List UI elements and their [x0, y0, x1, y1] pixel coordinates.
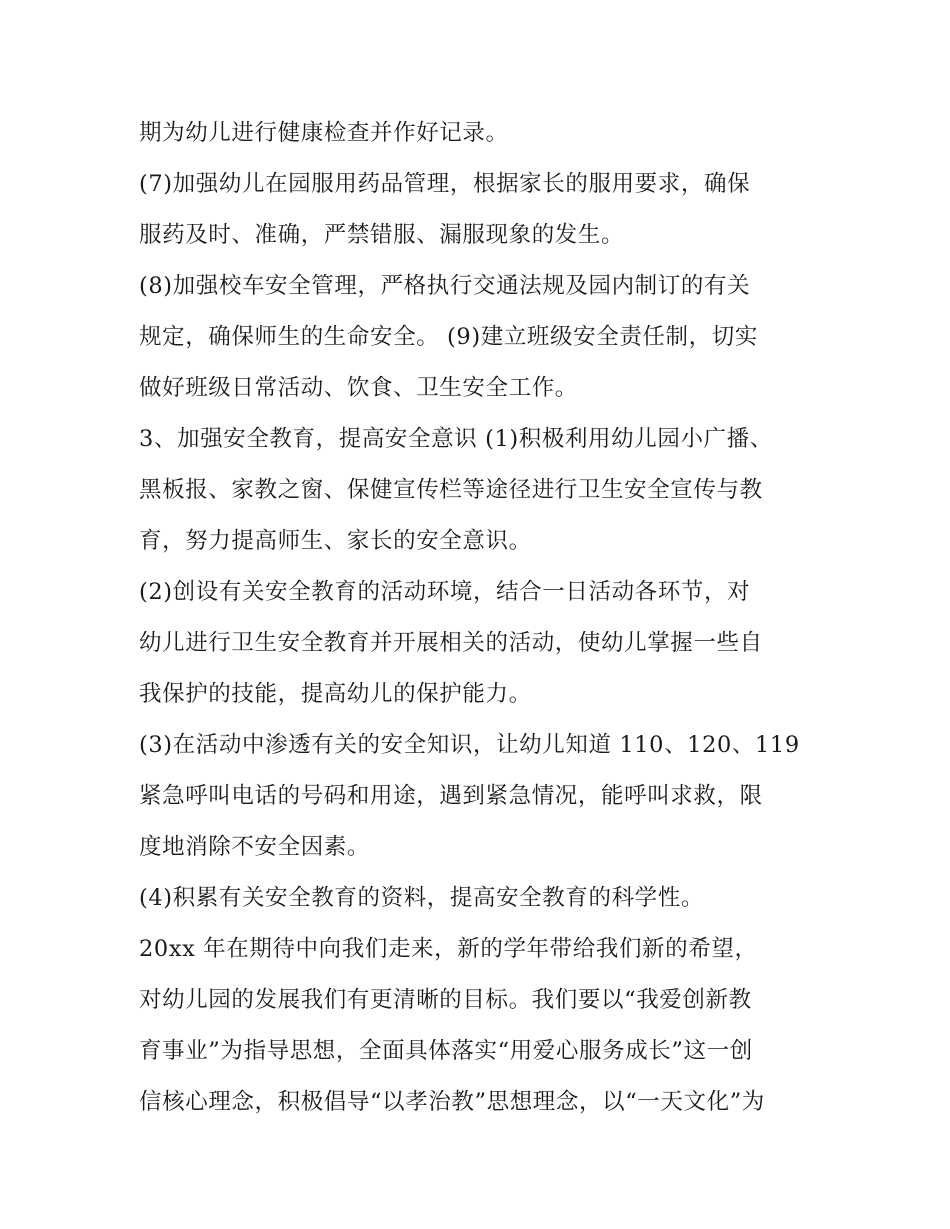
text-line: 黑板报、家教之窗、保健宣传栏等途径进行卫生安全宣传与教 [139, 477, 763, 503]
text-line: 期为幼儿进行健康检查并作好记录。 [139, 120, 509, 146]
text-line: (2)创设有关安全教育的活动环境，结合一日活动各环节，对 [139, 579, 751, 605]
text-line: 规定，确保师生的生命安全。 (9)建立班级安全责任制，切实 [139, 324, 758, 350]
text-line: 3、加强安全教育，提高安全意识 (1)积极利用幼儿园小广播、 [139, 426, 773, 452]
text-line: 幼儿进行卫生安全教育并开展相关的活动，使幼儿掌握一些自 [139, 630, 763, 656]
text-line: (7)加强幼儿在园服用药品管理，根据家长的服用要求，确保 [139, 171, 751, 197]
text-line: 育事业”为指导思想，全面具体落实“用爱心服务成长”这一创 [139, 1038, 753, 1064]
document-body [139, 108, 829, 1128]
text-line: 育，努力提高师生、家长的安全意识。 [139, 528, 532, 554]
text-line: (4)积累有关安全教育的资料，提高安全教育的科学性。 [139, 885, 704, 911]
text-line: 做好班级日常活动、饮食、卫生安全工作。 [139, 375, 578, 401]
text-line: (8)加强校车安全管理，严格执行交通法规及园内制订的有关 [139, 273, 751, 299]
text-line: 信核心理念，积极倡导“以孝治教”思想理念，以“一天文化”为 [139, 1089, 765, 1115]
text-line: (3)在活动中渗透有关的安全知识，让幼儿知道 110、120、119 [139, 732, 800, 758]
text-line: 对幼儿园的发展我们有更清晰的目标。我们要以“我爱创新教 [139, 987, 752, 1013]
text-line: 度地消除不安全因素。 [139, 834, 371, 860]
text-line: 服药及时、准确，严禁错服、漏服现象的发生。 [139, 222, 625, 248]
text-line: 我保护的技能，提高幼儿的保护能力。 [139, 681, 532, 707]
text-line: 20xx 年在期待中向我们走来，新的学年带给我们新的希望， [139, 936, 758, 962]
text-line: 紧急呼叫电话的号码和用途，遇到紧急情况，能呼叫求救，限 [139, 783, 763, 809]
